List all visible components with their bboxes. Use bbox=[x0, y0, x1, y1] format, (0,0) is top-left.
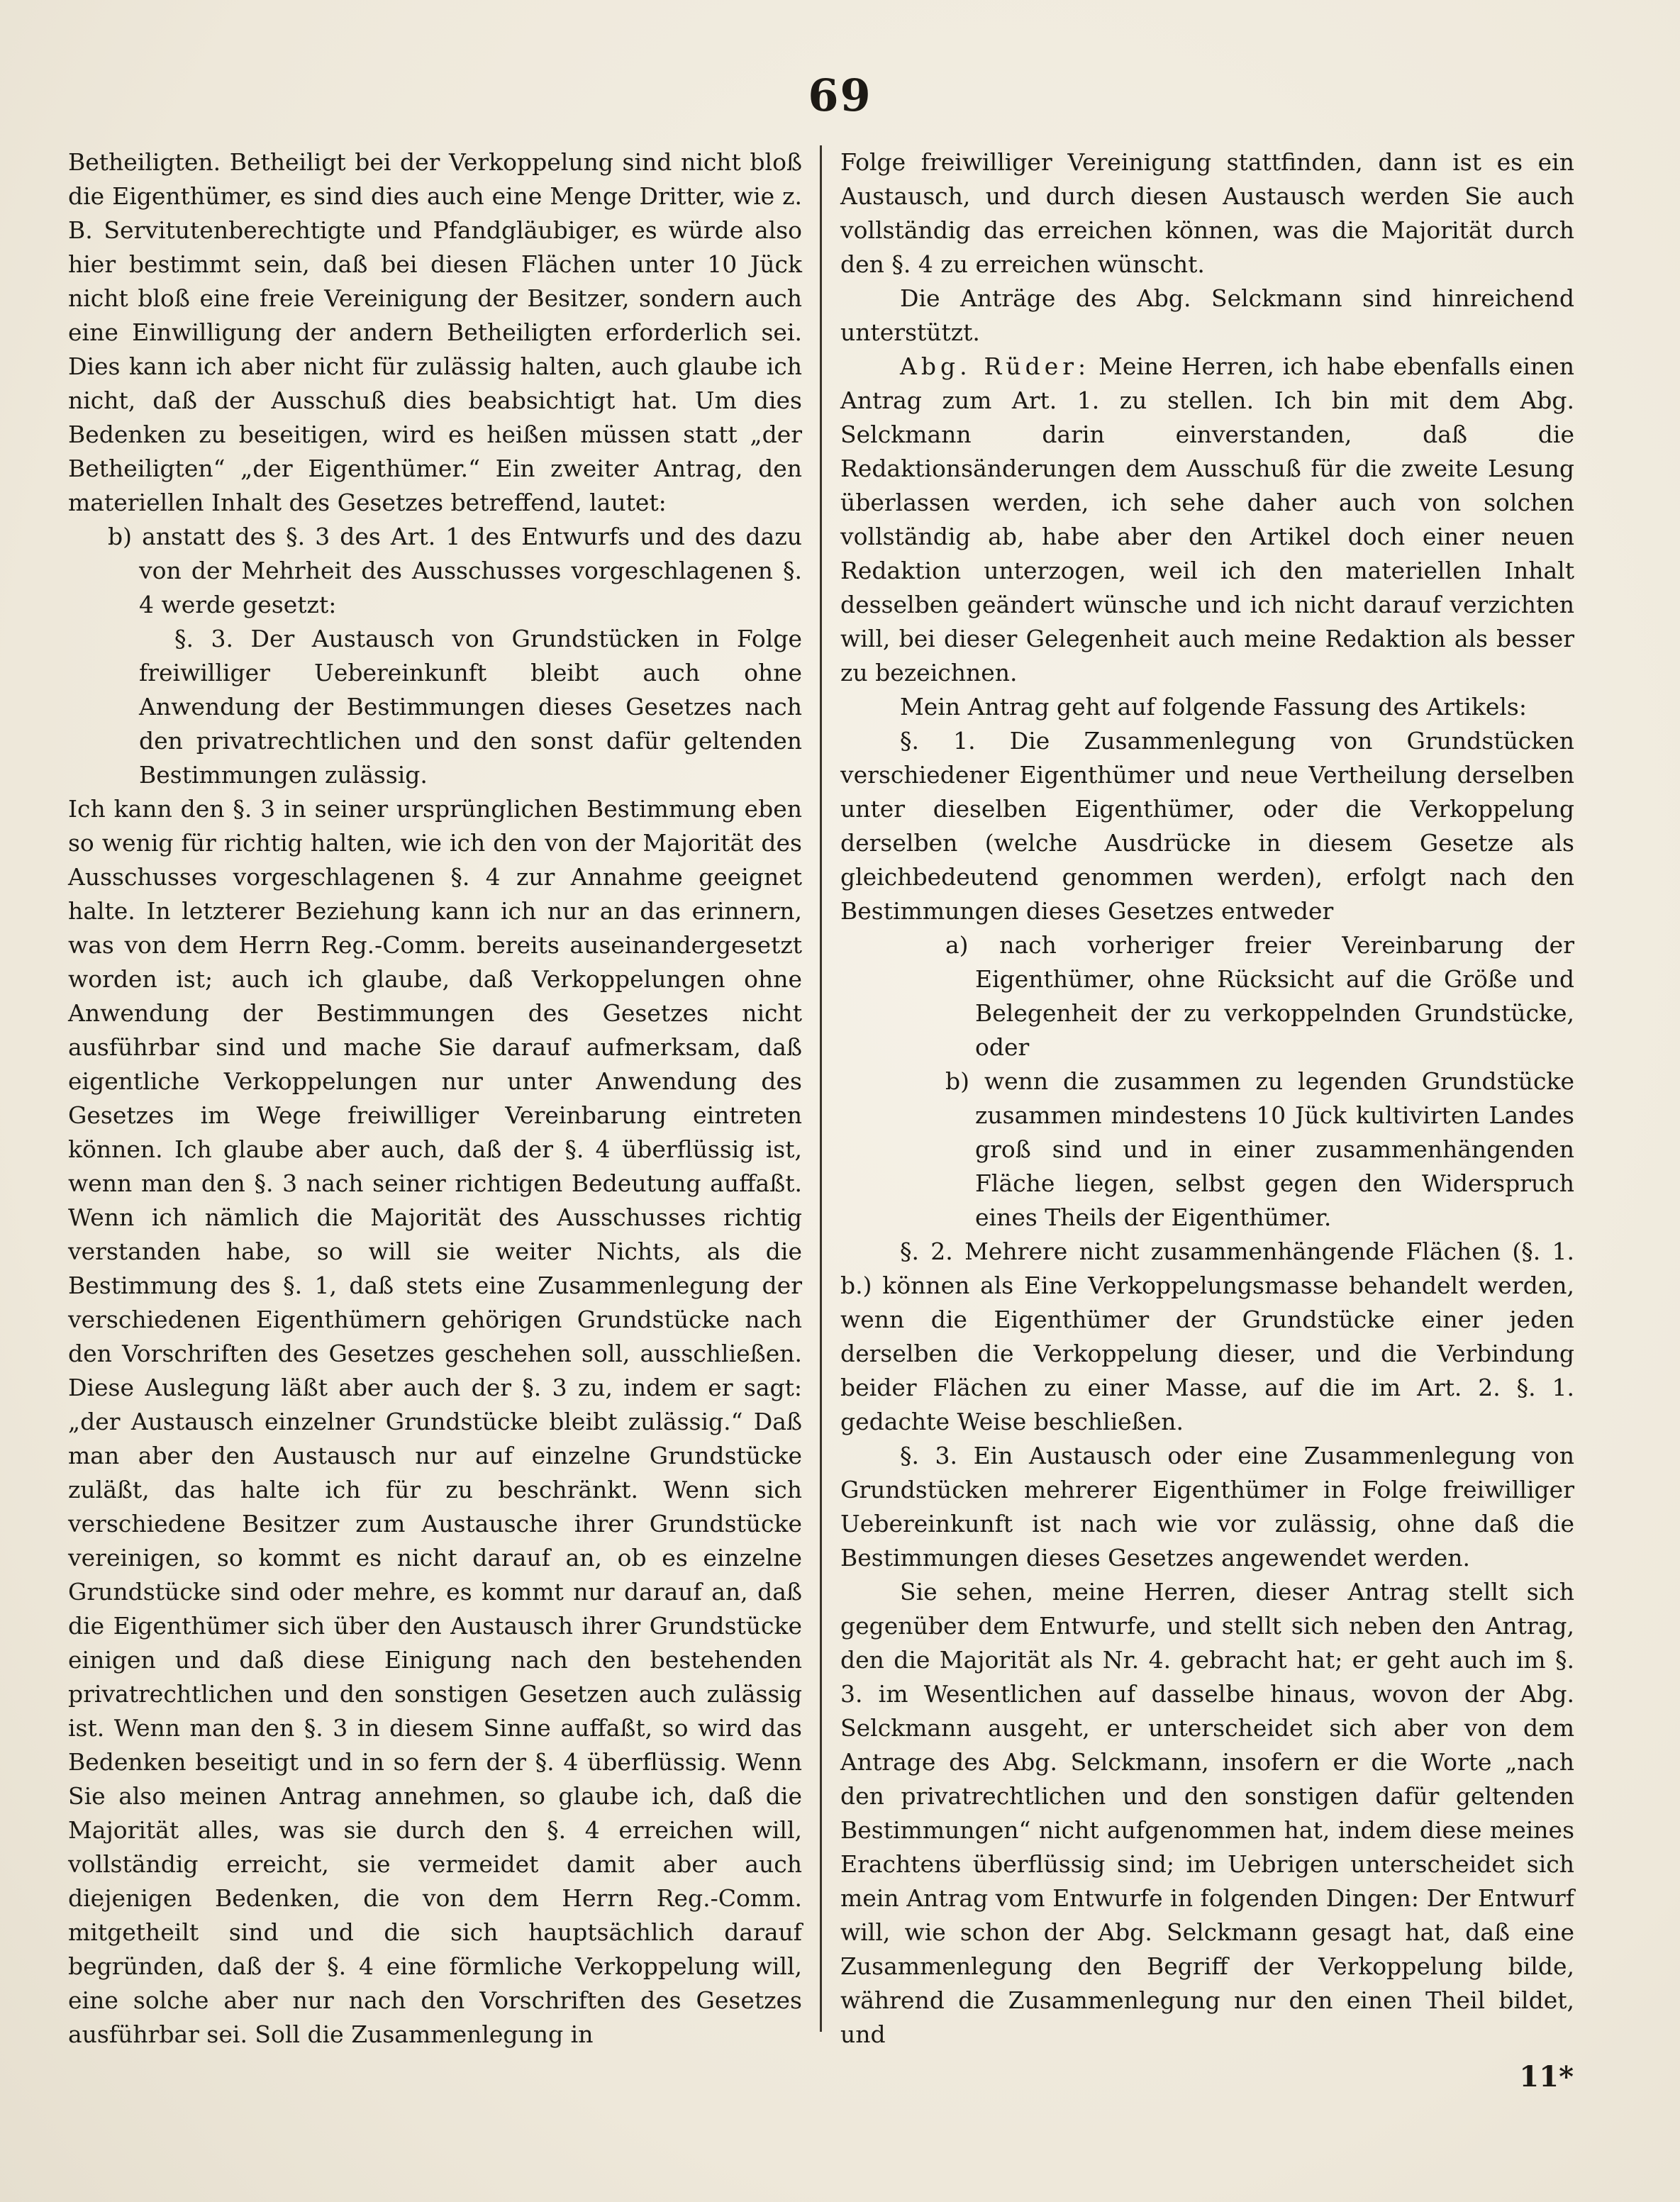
section-3: §. 3. Ein Austausch oder eine Zusammenlegung von Grundstücken mehrerer Eigenthümer in Folge freiwilliger Uebereinkunft ist nach wie vor zulässig, ohne daß die Bestimmungen dieses Gesetzes angewendet werden. bbox=[840, 1442, 1574, 1572]
section-1-item-a: a) nach vorheriger freier Vereinbarung der Eigenthümer, ohne Rücksicht auf die Größe und Belegenheit der zu verkoppelnden Grundstücke, oder bbox=[945, 931, 1574, 1061]
quoted-section: §. 3. Der Austausch von Grundstücken in Folge freiwilliger Uebereinkunft bleibt auch ohne Anwendung der Bestimmungen dieses Gesetzes nach den privatrechtlichen und den sonst dafür geltenden Bestimmungen zulässig. bbox=[139, 625, 802, 789]
paragraph: Betheiligten. Betheiligt bei der Verkoppelung sind nicht bloß die Eigenthümer, es sind dies auch eine Menge Dritter, wie z. B. Servitutenberechtigte und Pfandgläubiger, es würde also hier bestimmt sein, daß bei diesen Flächen unter 10 Jück nicht bloß eine freie Vereinigung der Besitzer, sondern auch eine Einwilligung der andern Betheiligten erforderlich sei. Dies kann ich aber nicht für zulässig halten, auch glaube ich nicht, daß der Ausschuß dies beabsichtigt hat. Um dies Bedenken zu beseitigen, wird es heißen müssen statt „der Betheiligten“ „der Eigenthümer.“ Ein zweiter Antrag, den materiellen Inhalt des Gesetzes betreffend, lautet: bbox=[68, 148, 802, 516]
speaker-name: Abg. Rüder: bbox=[900, 352, 1091, 380]
left-column bbox=[68, 145, 802, 2052]
section-1: §. 1. Die Zusammenlegung von Grundstücken verschiedener Eigenthümer und neue Vertheilung derselben unter dieselben Eigenthümer, oder die Verkoppelung derselben (welche Ausdrücke in diesem Gesetze als gleichbedeutend genommen werden), erfolgt nach den Bestimmungen dieses Gesetzes entweder bbox=[840, 727, 1574, 925]
section-2: §. 2. Mehrere nicht zusammenhängende Flächen (§. 1. b.) können als Eine Verkoppelungsmasse behandelt werden, wenn die Eigenthümer der Grundstücke einer jeden derselben die Verkoppelung dieser, und die Verbindung beider Flächen zu einer Masse, auf die im Art. 2. §. 1. gedachte Weise beschließen. bbox=[840, 1238, 1574, 1435]
page-number: 69 bbox=[808, 69, 872, 121]
speech-text: Meine Herren, ich habe ebenfalls einen Antrag zum Art. 1. zu stellen. Ich bin mit dem Abg. Selckmann darin einverstanden, daß die Redaktionsänderungen dem Ausschuß für die zweite Lesung überlassen werden, ich sehe daher auch von solchen vollständig ab, habe aber den Artikel doch einer neuen Redaktion unterzogen, weil ich den materiellen Inhalt desselben geändert wünsche und ich nicht darauf verzichten will, bei dieser Gelegenheit auch meine Redaktion als besser zu bezeichnen. bbox=[840, 352, 1574, 686]
paragraph: Die Anträge des Abg. Selckmann sind hinreichend unterstützt. bbox=[840, 284, 1574, 346]
paragraph: Sie sehen, meine Herren, dieser Antrag stellt sich gegenüber dem Entwurfe, und stellt sich neben den Antrag, den die Majorität als Nr. 4. gebracht hat; er geht auch im §. 3. im Wesentlichen auf dasselbe hinaus, wovon der Abg. Selckmann ausgeht, er unterscheidet sich aber von dem Antrage des Abg. Selckmann, insofern er die Worte „nach den privatrechtlichen und den sonstigen dafür geltenden Bestimmungen“ nicht aufgenommen hat, indem diese meines Erachtens überflüssig sind; im Uebrigen unterscheidet sich mein Antrag vom Entwurfe in folgenden Dingen: Der Entwurf will, wie schon der Abg. Selckmann gesagt hat, daß eine Zusammenlegung den Begriff der Verkoppelung bilde, während die Zusammenlegung nur den einen Theil bildet, und bbox=[840, 1578, 1574, 2048]
paragraph: Mein Antrag geht auf folgende Fassung des Artikels: bbox=[900, 693, 1527, 721]
right-column bbox=[840, 145, 1574, 2052]
speaker-paragraph bbox=[840, 350, 1574, 690]
motion-item-b: b) anstatt des §. 3 des Art. 1 des Entwurfs und des dazu von der Mehrheit des Ausschusses vorgeschlagenen §. 4 werde gesetzt: bbox=[108, 523, 802, 618]
paragraph: Ich kann den §. 3 in seiner ursprünglichen Bestimmung eben so wenig für richtig halten, wie ich den von der Majorität des Ausschusses vorgeschlagenen §. 4 zur Annahme geeignet halte. In letzterer Beziehung kann ich nur an das erinnern, was von dem Herrn Reg.-Comm. bereits auseinandergesetzt worden ist; auch ich glaube, daß Verkoppelungen ohne Anwendung der Bestimmungen des Gesetzes nicht ausführbar sind und mache Sie darauf aufmerksam, daß eigentliche Verkoppelungen nur unter Anwendung des Gesetzes im Wege freiwilliger Vereinbarung eintreten können. Ich glaube aber auch, daß der §. 4 überflüssig ist, wenn man den §. 3 nach seiner richtigen Bedeutung auffaßt. Wenn ich nämlich die Majorität des Ausschusses richtig verstanden habe, so will sie weiter Nichts, als die Bestimmung des §. 1, daß stets eine Zusammenlegung der verschiedenen Eigenthümern gehörigen Grundstücke nach den Vorschriften des Gesetzes geschehen soll, ausschließen. Diese Auslegung läßt aber auch der §. 3 zu, indem er sagt: „der Austausch einzelner Grundstücke bleibt zulässig.“ Daß man aber den Austausch nur auf einzelne Grundstücke zuläßt, das halte ich für zu beschränkt. Wenn sich verschiedene Besitzer zum Austausche ihrer Grundstücke vereinigen, so kommt es nicht darauf an, ob es einzelne Grundstücke sind oder mehre, es kommt nur darauf an, daß die Eigenthümer sich über den Austausch ihrer Grundstücke einigen und daß diese Einigung nach den bestehenden privatrechtlichen und den sonstigen Gesetzen auch zulässig ist. Wenn man den §. 3 in diesem Sinne auffaßt, so wird das Bedenken beseitigt und in so fern der §. 4 überflüssig. Wenn Sie also meinen Antrag annehmen, so glaube ich, daß die Majorität alles, was sie durch den §. 4 erreichen will, vollständig erreicht, sie vermeidet damit aber auch diejenigen Bedenken, die von dem Herrn Reg.-Comm. mitgetheilt sind und die sich hauptsächlich darauf begründen, daß der §. 4 eine förmliche Verkoppelung will, eine solche aber nur nach den Vorschriften des Gesetzes ausführbar sei. Soll die Zusammenlegung in bbox=[68, 795, 802, 2048]
paragraph: Folge freiwilliger Vereinigung stattfinden, dann ist es ein Austausch, und durch diesen Austausch werden Sie auch vollständig das erreichen können, was die Majorität durch den §. 4 zu erreichen wünscht. bbox=[840, 148, 1574, 278]
section-1-item-b: b) wenn die zusammen zu legenden Grundstücke zusammen mindestens 10 Jück kultivirten Landes groß sind und in einer zusammenhängenden Fläche liegen, selbst gegen den Widerspruch eines Theils der Eigenthümer. bbox=[945, 1067, 1574, 1231]
signature-mark: 11* bbox=[1519, 2060, 1574, 2093]
column-divider bbox=[820, 145, 822, 2032]
